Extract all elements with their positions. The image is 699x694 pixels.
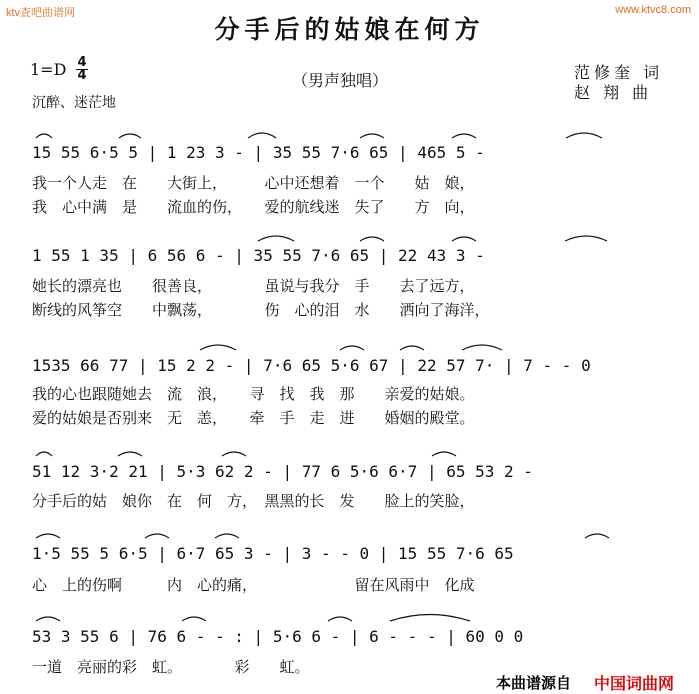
slur (390, 615, 470, 622)
song-title: 分手后的姑娘在何方 (214, 15, 485, 44)
lyric-line-3b: 爱的姑娘是否别来 无 恙， 牵 手 走 进 婚姻的殿堂。 (32, 409, 475, 427)
slur (258, 236, 294, 241)
slur (118, 452, 142, 456)
lyric-line-1a: 我一个人走 在 大街上， 心中还想着 一个 姑 娘， (32, 174, 475, 192)
notation-line-1: 15 55 6·5 5 | 1 23 3 - | 35 55 7·6 65 | 465 5 - (32, 143, 485, 162)
watermark-left: ktv查吧曲谱网 (6, 7, 76, 19)
slur (182, 617, 206, 621)
notation-line-5: 1·5 55 5 6·5 | 6·7 65 3 - | 3 - - 0 | 15 55 7·6 65 (32, 544, 514, 563)
lyric-line-5: 心 上的伤啊 内 心的痛， 留在风雨中 化成 (32, 576, 475, 594)
lyric-line-4: 分手后的姑 娘你 在 何 方， 黑黑的长 发 脸上的笑脸， (32, 492, 475, 510)
composer-credit: 赵 翔 曲 (574, 83, 653, 102)
slur (36, 617, 60, 621)
lyricist-credit: 范修奎 词 (574, 63, 664, 82)
slur (200, 345, 236, 350)
slur (400, 346, 424, 350)
slur (36, 134, 52, 138)
notation-line-2: 1 55 1 35 | 6 56 6 - | 35 55 7·6 65 | 22 43 3 - (32, 246, 485, 265)
slur (565, 236, 607, 241)
source-site-link[interactable]: 中国词曲网 (594, 674, 675, 693)
lyric-line-1b: 我 心中满 是 流血的伤， 爱的航线迷 失了 方 向， (32, 198, 475, 216)
lyric-line-2a: 她长的漂亮也 很善良， 虽说与我分 手 去了远方， (32, 277, 475, 295)
subtitle: （男声独唱） (292, 71, 389, 90)
slur (119, 134, 141, 138)
slur (36, 452, 52, 456)
lyric-line-2b: 断线的风筝空 中飘荡， 伤 心的泪 水 洒向了海洋， (32, 301, 490, 319)
time-signature-top: 4 (77, 55, 87, 70)
slur (215, 534, 239, 538)
notation-line-3: 1535 66 77 | 15 2 2 - | 7·6 65 5·6 67 | 22 57 7· | 7 - - 0 (32, 356, 591, 375)
source-label: 本曲谱源自 (496, 674, 572, 692)
slur (432, 452, 456, 456)
slur (340, 346, 364, 350)
slur (328, 617, 352, 621)
lyric-line-3a: 我的心也跟随她去 流 浪， 寻 找 我 那 亲爱的姑娘。 (32, 385, 475, 403)
slur (452, 134, 476, 138)
notation-line-4: 51 12 3·2 21 | 5·3 62 2 - | 77 6 5·6 6·7 | 65 53 2 - (32, 462, 533, 481)
key-signature: 1=D (30, 60, 67, 79)
slur (585, 534, 609, 538)
slur (145, 534, 169, 538)
slur (222, 452, 246, 456)
lyric-line-6: 一道 亮丽的彩 虹。 彩 虹。 (32, 658, 310, 676)
notation-line-6: 53 3 55 6 | 76 6 - - : | 5·6 6 - | 6 - - - | 60 0 0 (32, 627, 524, 646)
slur (360, 237, 384, 241)
slur (36, 534, 60, 538)
slur (248, 133, 276, 138)
time-signature-bottom: 4 (77, 68, 87, 83)
tempo-marking: 沉醉、迷茫地 (32, 95, 116, 111)
watermark-right: www.ktvc8.com (615, 4, 691, 16)
slur (566, 133, 602, 138)
slur (462, 345, 502, 350)
slur (452, 237, 476, 241)
slur (360, 134, 384, 138)
